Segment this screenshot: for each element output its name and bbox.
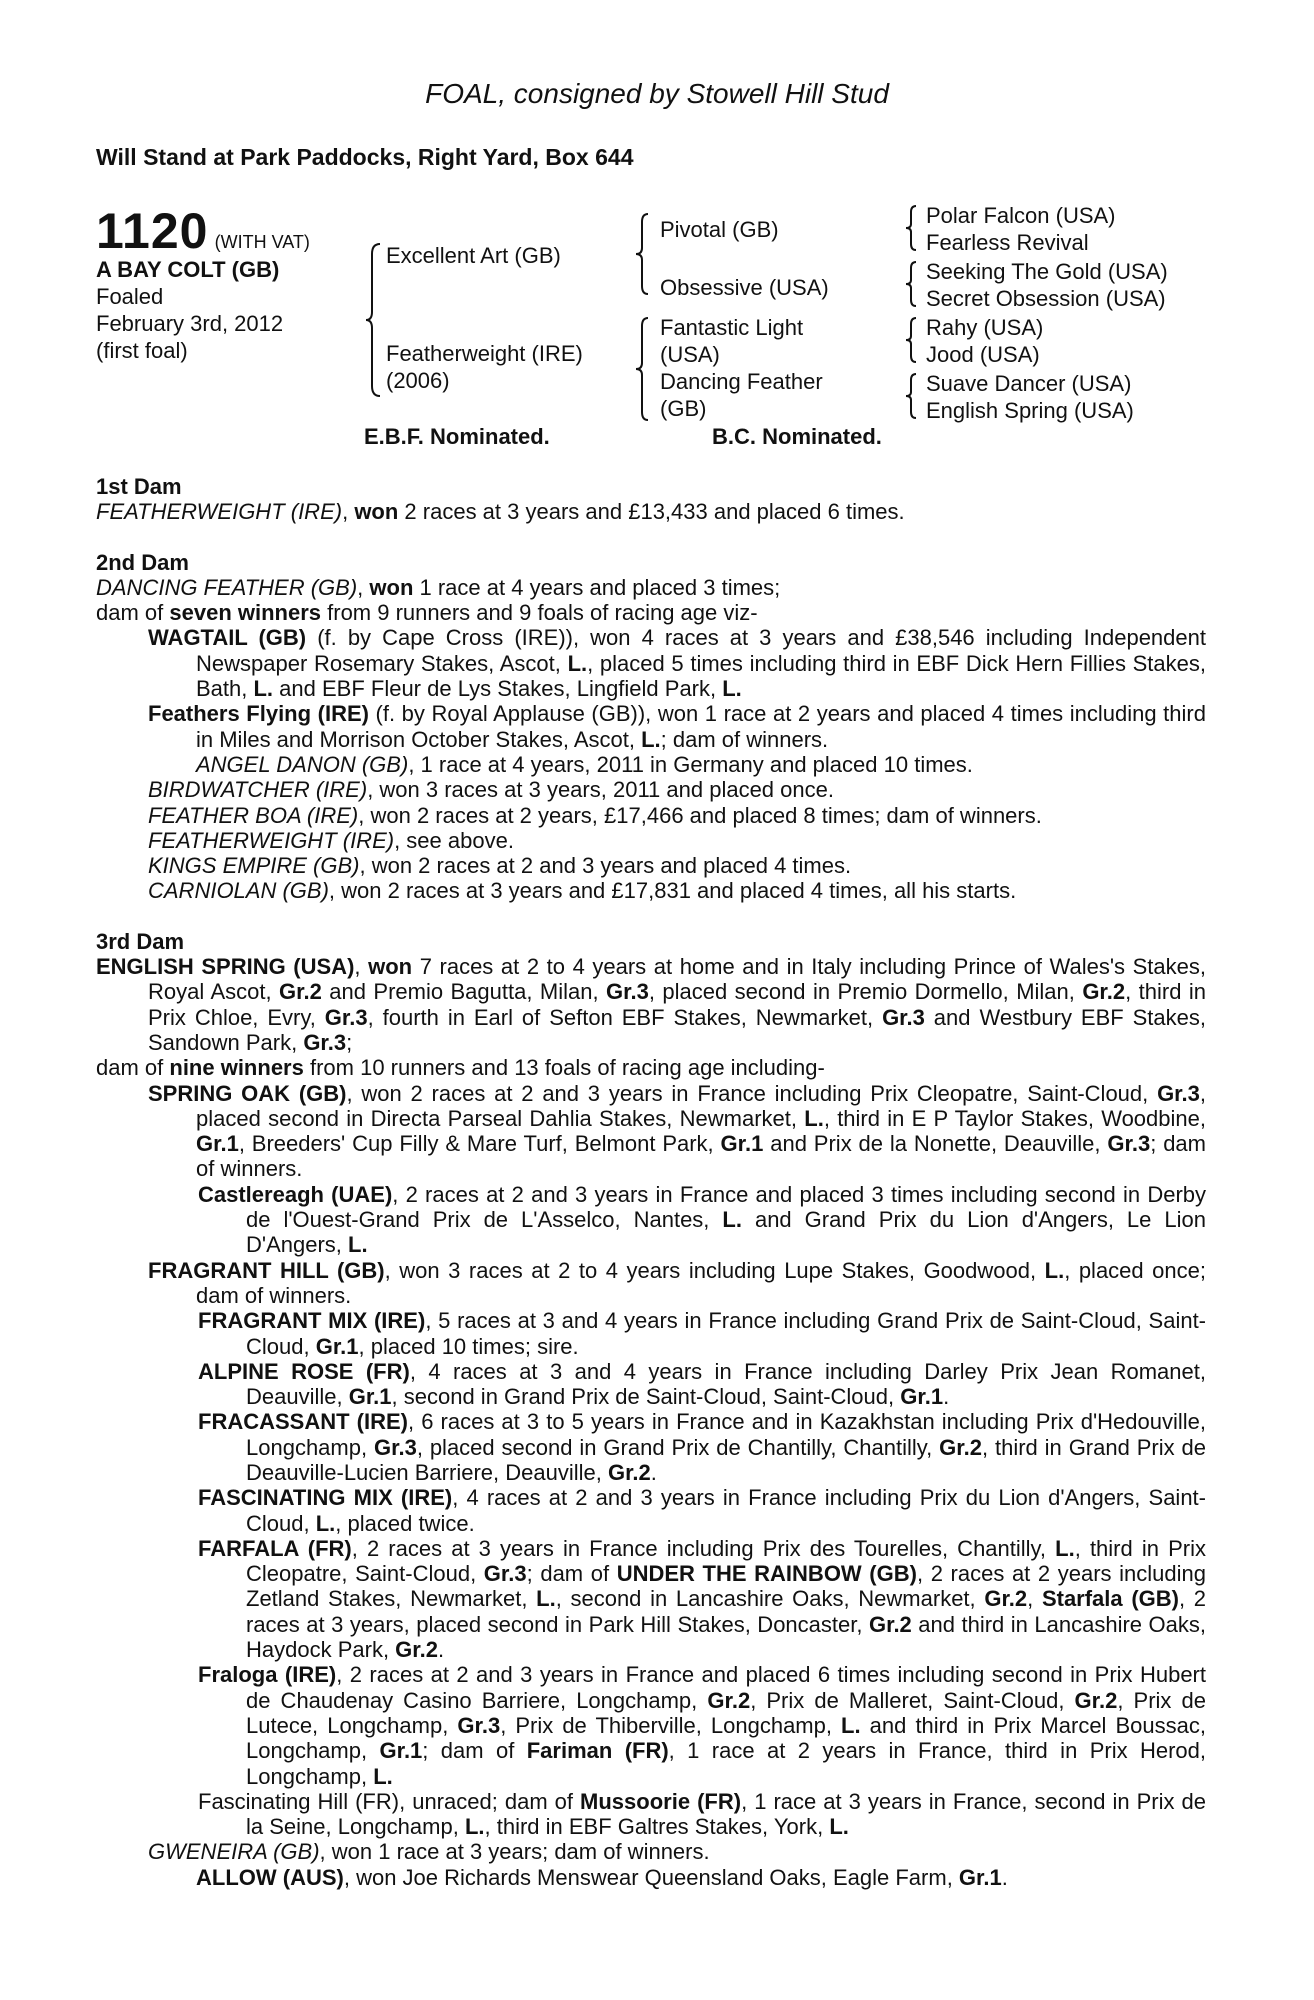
lot-first-foal: (first foal) <box>96 338 188 363</box>
pedigree-gen3-6: Jood (USA) <box>926 342 1040 367</box>
lot-info <box>96 203 310 364</box>
pedigree-sire-sire: Pivotal (GB) <box>660 217 779 242</box>
produce-alpine-rose: ALPINE ROSE (FR), 4 races at 3 and 4 years in France including Darley Prix Jean Romanet, Deauville, Gr.1, second in Grand Prix de Saint-Cloud, Saint-Cloud, Gr.1. <box>198 1358 1206 1410</box>
pedigree-dam-name: Featherweight (IRE) <box>386 341 583 366</box>
second-dam-text: DANCING FEATHER (GB), won 1 race at 4 years and placed 3 times; <box>96 574 781 600</box>
second-dam-heading: 2nd Dam <box>96 549 189 575</box>
pedigree-notes <box>96 474 1206 1890</box>
pedigree-brace-1 <box>364 242 384 398</box>
produce-fracassant: FRACASSANT (IRE), 6 races at 3 to 5 years in France and in Kazakhstan including Prix d'Hedouville, Longchamp, Gr.3, placed second in Grand Prix de Chantilly, Chantilly, Gr.2, third in Grand Prix de Deauville-Lucien Barriere, Deauville, Gr.2. <box>198 1409 1206 1485</box>
pedigree-dam-dam: Dancing Feather (GB) <box>660 369 823 421</box>
second-dam-produce: dam of seven winners from 9 runners and 9 foals of racing age viz- <box>96 600 758 626</box>
page-title: FOAL, consigned by Stowell Hill Stud <box>425 78 889 109</box>
pedigree-dam <box>386 340 583 394</box>
pedigree-gen3-5: Rahy (USA) <box>926 315 1044 340</box>
bc-nominated: B.C. Nominated. <box>712 424 882 449</box>
pedigree-dam-sire: Fantastic Light (USA) <box>660 315 804 367</box>
stand-location: Will Stand at Park Paddocks, Right Yard, Box 644 <box>96 144 634 170</box>
pedigree-gen3-2: Fearless Revival <box>926 230 1089 255</box>
third-dam-heading: 3rd Dam <box>96 928 185 954</box>
pedigree-brace-7 <box>904 372 920 420</box>
produce-castlereagh: Castlereagh (UAE), 2 races at 2 and 3 years in France and placed 3 times including second in Derby de l'Ouest-Grand Prix de L'Asselco, Nantes, L. and Grand Prix du Lion d'Angers, Le Lion D'Angers, L. <box>198 1181 1206 1258</box>
produce-fragrant-hill: FRAGRANT HILL (GB), won 3 races at 2 to 4 years including Lupe Stakes, Goodwood, L., placed once; dam of winners. <box>148 1257 1207 1308</box>
pedigree-brace-6 <box>904 316 920 364</box>
pedigree-gen3-7: Suave Dancer (USA) <box>926 371 1132 396</box>
produce-wagtail: WAGTAIL (GB) (f. by Cape Cross (IRE)), won 4 races at 3 years and £38,546 including Independent Newspaper Rosemary Stakes, Ascot, L., placed 5 times including third in EBF Dick Hern Fillies Stakes, Bath, L. and EBF Fleur de Lys Stakes, Lingfield Park, L. <box>148 625 1207 702</box>
produce-fascinating-hill: Fascinating Hill (FR), unraced; dam of Mussoorie (FR), 1 race at 3 years in France, second in Prix de la Seine, Longchamp, L., third in EBF Galtres Stakes, York, L. <box>198 1788 1206 1840</box>
pedigree-brace-4 <box>904 204 920 252</box>
lot-name: A BAY COLT (GB) <box>96 257 280 282</box>
produce-kings-empire: KINGS EMPIRE (GB), won 2 races at 2 and 3 years and placed 4 times. <box>148 853 852 879</box>
pedigree-brace-5 <box>904 260 920 308</box>
produce-fascinating-mix: FASCINATING MIX (IRE), 4 races at 2 and 3 years in France including Prix du Lion d'Angers, Saint-Cloud, L., placed twice. <box>198 1485 1206 1536</box>
pedigree-gen3-3: Seeking The Gold (USA) <box>926 259 1168 284</box>
produce-gweneira: GWENEIRA (GB), won 1 race at 3 years; dam of winners. <box>148 1839 710 1865</box>
third-dam-produce: dam of nine winners from 10 runners and 13 foals of racing age including- <box>96 1055 825 1081</box>
lot-foaled: Foaled <box>96 284 164 309</box>
lot-foaled-date: February 3rd, 2012 <box>96 311 284 336</box>
pedigree-sire-dam: Obsessive (USA) <box>660 275 829 300</box>
pedigree-gen3-4: Secret Obsession (USA) <box>926 286 1166 311</box>
produce-feathers-flying: Feathers Flying (IRE) (f. by Royal Applause (GB)), won 1 race at 2 years and placed 4 times including third in Miles and Morrison October Stakes, Ascot, L.; dam of winners. <box>148 701 1206 752</box>
pedigree-brace-2 <box>634 212 652 296</box>
produce-featherweight: FEATHERWEIGHT (IRE), see above. <box>148 827 514 853</box>
lot-number: 1120 <box>96 203 209 259</box>
first-dam-heading: 1st Dam <box>96 474 182 499</box>
pedigree-brace-3 <box>634 316 652 422</box>
ebf-nominated: E.B.F. Nominated. <box>364 424 550 449</box>
produce-fraloga: Fraloga (IRE), 2 races at 2 and 3 years in France and placed 6 times including second in Prix Hubert de Chaudenay Casino Barriere, Longchamp, Gr.2, Prix de Malleret, Saint-Cloud, Gr.2, Prix de Lutece, Longchamp, Gr.3, Prix de Thiberville, Longchamp, L. and third in Prix Marcel Boussac, Longchamp, Gr.1; dam of Fariman (FR), 1 race at 2 years in France, third in Prix Herod, Longchamp, L. <box>198 1662 1206 1789</box>
produce-carniolan: CARNIOLAN (GB), won 2 races at 3 years and £17,831 and placed 4 times, all his starts. <box>148 878 1017 904</box>
first-dam-text: FEATHERWEIGHT (IRE), won 2 races at 3 years and £13,433 and placed 6 times. <box>96 499 905 525</box>
pedigree-dam-year: (2006) <box>386 368 450 393</box>
produce-spring-oak: SPRING OAK (GB), won 2 races at 2 and 3 years in France including Prix Cleopatre, Saint-Cloud, Gr.3, placed second in Directa Parseal Dahlia Stakes, Newmarket, L., third in E P Taylor Stakes, Woodbine, Gr.1, Breeders' Cup Filly & Mare Turf, Belmont Park, Gr.1 and Prix de la Nonette, Deauville, Gr.3; dam of winners. <box>148 1080 1206 1182</box>
produce-farfala: FARFALA (FR), 2 races at 3 years in France including Prix des Tourelles, Chantilly, L., third in Prix Cleopatre, Saint-Cloud, Gr.3; dam of UNDER THE RAINBOW (GB), 2 races at 2 years including Zetland Stakes, Newmarket, L., second in Lancashire Oaks, Newmarket, Gr.2, Starfala (GB), 2 races at 3 years, placed second in Park Hill Stakes, Doncaster, Gr.2 and third in Lancashire Oaks, Haydock Park, Gr.2. <box>198 1535 1207 1663</box>
pedigree-gen3-8: English Spring (USA) <box>926 398 1134 423</box>
produce-feather-boa: FEATHER BOA (IRE), won 2 races at 2 years, £17,466 and placed 8 times; dam of winners. <box>148 802 1042 828</box>
pedigree-sire: Excellent Art (GB) <box>386 243 561 268</box>
produce-angel-danon: ANGEL DANON (GB), 1 race at 4 years, 2011 in Germany and placed 10 times. <box>196 751 973 777</box>
third-dam-text: ENGLISH SPRING (USA), won 7 races at 2 to 4 years at home and in Italy including Prince of Wales's Stakes, Royal Ascot, Gr.2 and Premio Bagutta, Milan, Gr.3, placed second in Premio Dormello, Milan, Gr.2, third in Prix Chloe, Evry, Gr.3, fourth in Earl of Sefton EBF Stakes, Newmarket, Gr.3 and Westbury EBF Stakes, Sandown Park, Gr.3; <box>96 954 1207 1055</box>
produce-allow: ALLOW (AUS), won Joe Richards Menswear Queensland Oaks, Eagle Farm, Gr.1. <box>196 1864 1008 1890</box>
lot-vat: (WITH VAT) <box>214 232 310 252</box>
pedigree-gen3-1: Polar Falcon (USA) <box>926 203 1116 228</box>
produce-fragrant-mix: FRAGRANT MIX (IRE), 5 races at 3 and 4 years in France including Grand Prix de Saint-Cloud, Saint-Cloud, Gr.1, placed 10 times; sire. <box>198 1308 1207 1359</box>
produce-birdwatcher: BIRDWATCHER (IRE), won 3 races at 3 years, 2011 and placed once. <box>148 777 834 803</box>
